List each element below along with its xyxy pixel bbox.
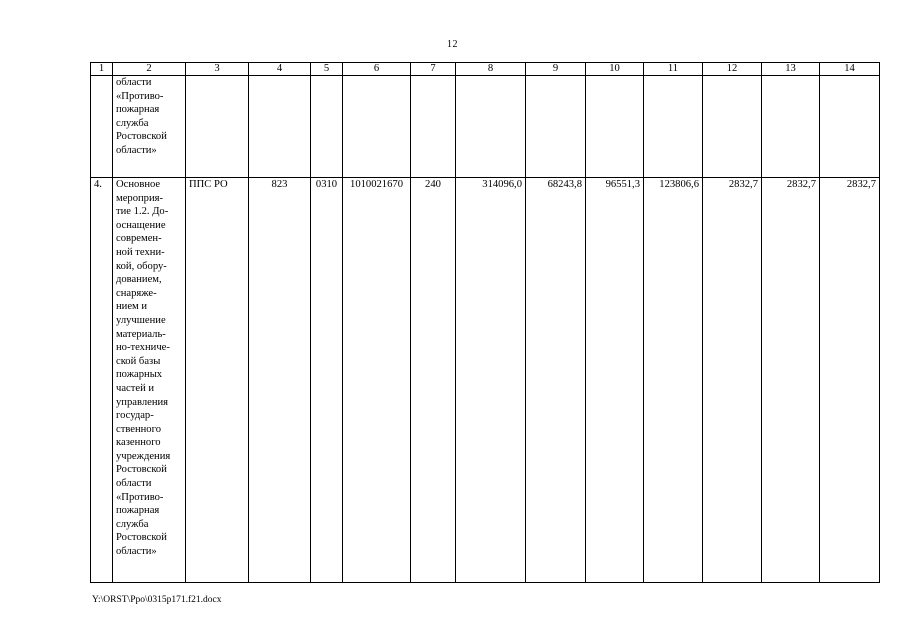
year-2016-cell: 123806,6 bbox=[644, 178, 703, 583]
csr-cell: 1010021670 bbox=[343, 178, 411, 583]
budget-table bbox=[90, 62, 880, 583]
vr-cell: 240 bbox=[411, 178, 456, 583]
col-header: 10 bbox=[586, 63, 644, 76]
csr-cell bbox=[343, 76, 411, 178]
name-line: оснащение bbox=[116, 219, 166, 231]
name-line: служба bbox=[116, 117, 149, 129]
year-2019-cell: 2832,7 bbox=[820, 178, 880, 583]
name-line: современ- bbox=[116, 233, 162, 245]
name-line: дованием, bbox=[116, 274, 162, 286]
col-header: 2 bbox=[113, 63, 186, 76]
col-header: 8 bbox=[456, 63, 526, 76]
name-line: пожарных bbox=[116, 369, 163, 381]
name-line: ственного bbox=[116, 423, 161, 435]
name-line: управления bbox=[116, 396, 169, 408]
name-line: тие 1.2. До- bbox=[116, 206, 169, 218]
activity-row-4 bbox=[91, 178, 880, 583]
col-header: 5 bbox=[311, 63, 343, 76]
column-number-row bbox=[91, 63, 880, 76]
name-line: Ростовской bbox=[116, 464, 167, 476]
col-header: 13 bbox=[762, 63, 820, 76]
executor-cell bbox=[186, 76, 249, 178]
name-line: материаль- bbox=[116, 328, 166, 340]
name-line: области» bbox=[116, 144, 157, 156]
col-header: 12 bbox=[703, 63, 762, 76]
name-line: Ростовской bbox=[116, 131, 167, 143]
name-line: нием и bbox=[116, 301, 148, 313]
name-line: «Противо- bbox=[116, 90, 164, 102]
name-line: мероприя- bbox=[116, 192, 164, 204]
grbs-cell: 823 bbox=[249, 178, 311, 583]
name-line: частей и bbox=[116, 382, 155, 394]
rzpr-cell bbox=[311, 76, 343, 178]
footer-file-path: Y:\ORST\Ppo\0315p171.f21.docx bbox=[92, 595, 222, 605]
grbs-cell bbox=[249, 76, 311, 178]
name-line: ской базы bbox=[116, 355, 161, 367]
activity-name-cell bbox=[113, 178, 186, 583]
year-2017-cell: 2832,7 bbox=[703, 178, 762, 583]
executor-cell: ППС РО bbox=[186, 178, 249, 583]
page-number: 12 bbox=[447, 39, 458, 50]
col-header: 6 bbox=[343, 63, 411, 76]
col-header: 9 bbox=[526, 63, 586, 76]
name-line: снаряже- bbox=[116, 287, 157, 299]
col-header: 11 bbox=[644, 63, 703, 76]
name-line: казенного bbox=[116, 437, 161, 449]
rzpr-cell: 0310 bbox=[311, 178, 343, 583]
name-line: пожарная bbox=[116, 104, 160, 116]
col-header: 3 bbox=[186, 63, 249, 76]
year-cell bbox=[526, 76, 586, 178]
name-line: ной техни- bbox=[116, 246, 165, 258]
year-2018-cell: 2832,7 bbox=[762, 178, 820, 583]
col-header: 14 bbox=[820, 63, 880, 76]
name-line: области bbox=[116, 77, 152, 88]
name-line: Основное bbox=[116, 179, 161, 190]
year-cell bbox=[644, 76, 703, 178]
name-line: улучшение bbox=[116, 314, 166, 326]
total-cell bbox=[456, 76, 526, 178]
name-line: учреждения bbox=[116, 450, 171, 462]
year-cell bbox=[703, 76, 762, 178]
name-line: области bbox=[116, 478, 152, 490]
year-cell bbox=[820, 76, 880, 178]
name-line: государ- bbox=[116, 410, 154, 422]
col-header: 1 bbox=[91, 63, 113, 76]
row-number-cell: 4. bbox=[91, 178, 113, 583]
name-line: области» bbox=[116, 546, 157, 558]
activity-name-cell bbox=[113, 76, 186, 178]
year-2015-cell: 96551,3 bbox=[586, 178, 644, 583]
name-line: но-техниче- bbox=[116, 342, 170, 354]
name-line: пожарная bbox=[116, 505, 160, 517]
year-cell bbox=[762, 76, 820, 178]
row-number-cell bbox=[91, 76, 113, 178]
total-cell: 314096,0 bbox=[456, 178, 526, 583]
year-2014-cell: 68243,8 bbox=[526, 178, 586, 583]
name-line: кой, обору- bbox=[116, 260, 167, 272]
col-header: 7 bbox=[411, 63, 456, 76]
name-line: «Противо- bbox=[116, 491, 164, 503]
year-cell bbox=[586, 76, 644, 178]
col-header: 4 bbox=[249, 63, 311, 76]
name-line: Ростовской bbox=[116, 532, 167, 544]
continuation-row bbox=[91, 76, 880, 178]
name-line: служба bbox=[116, 518, 149, 530]
vr-cell bbox=[411, 76, 456, 178]
